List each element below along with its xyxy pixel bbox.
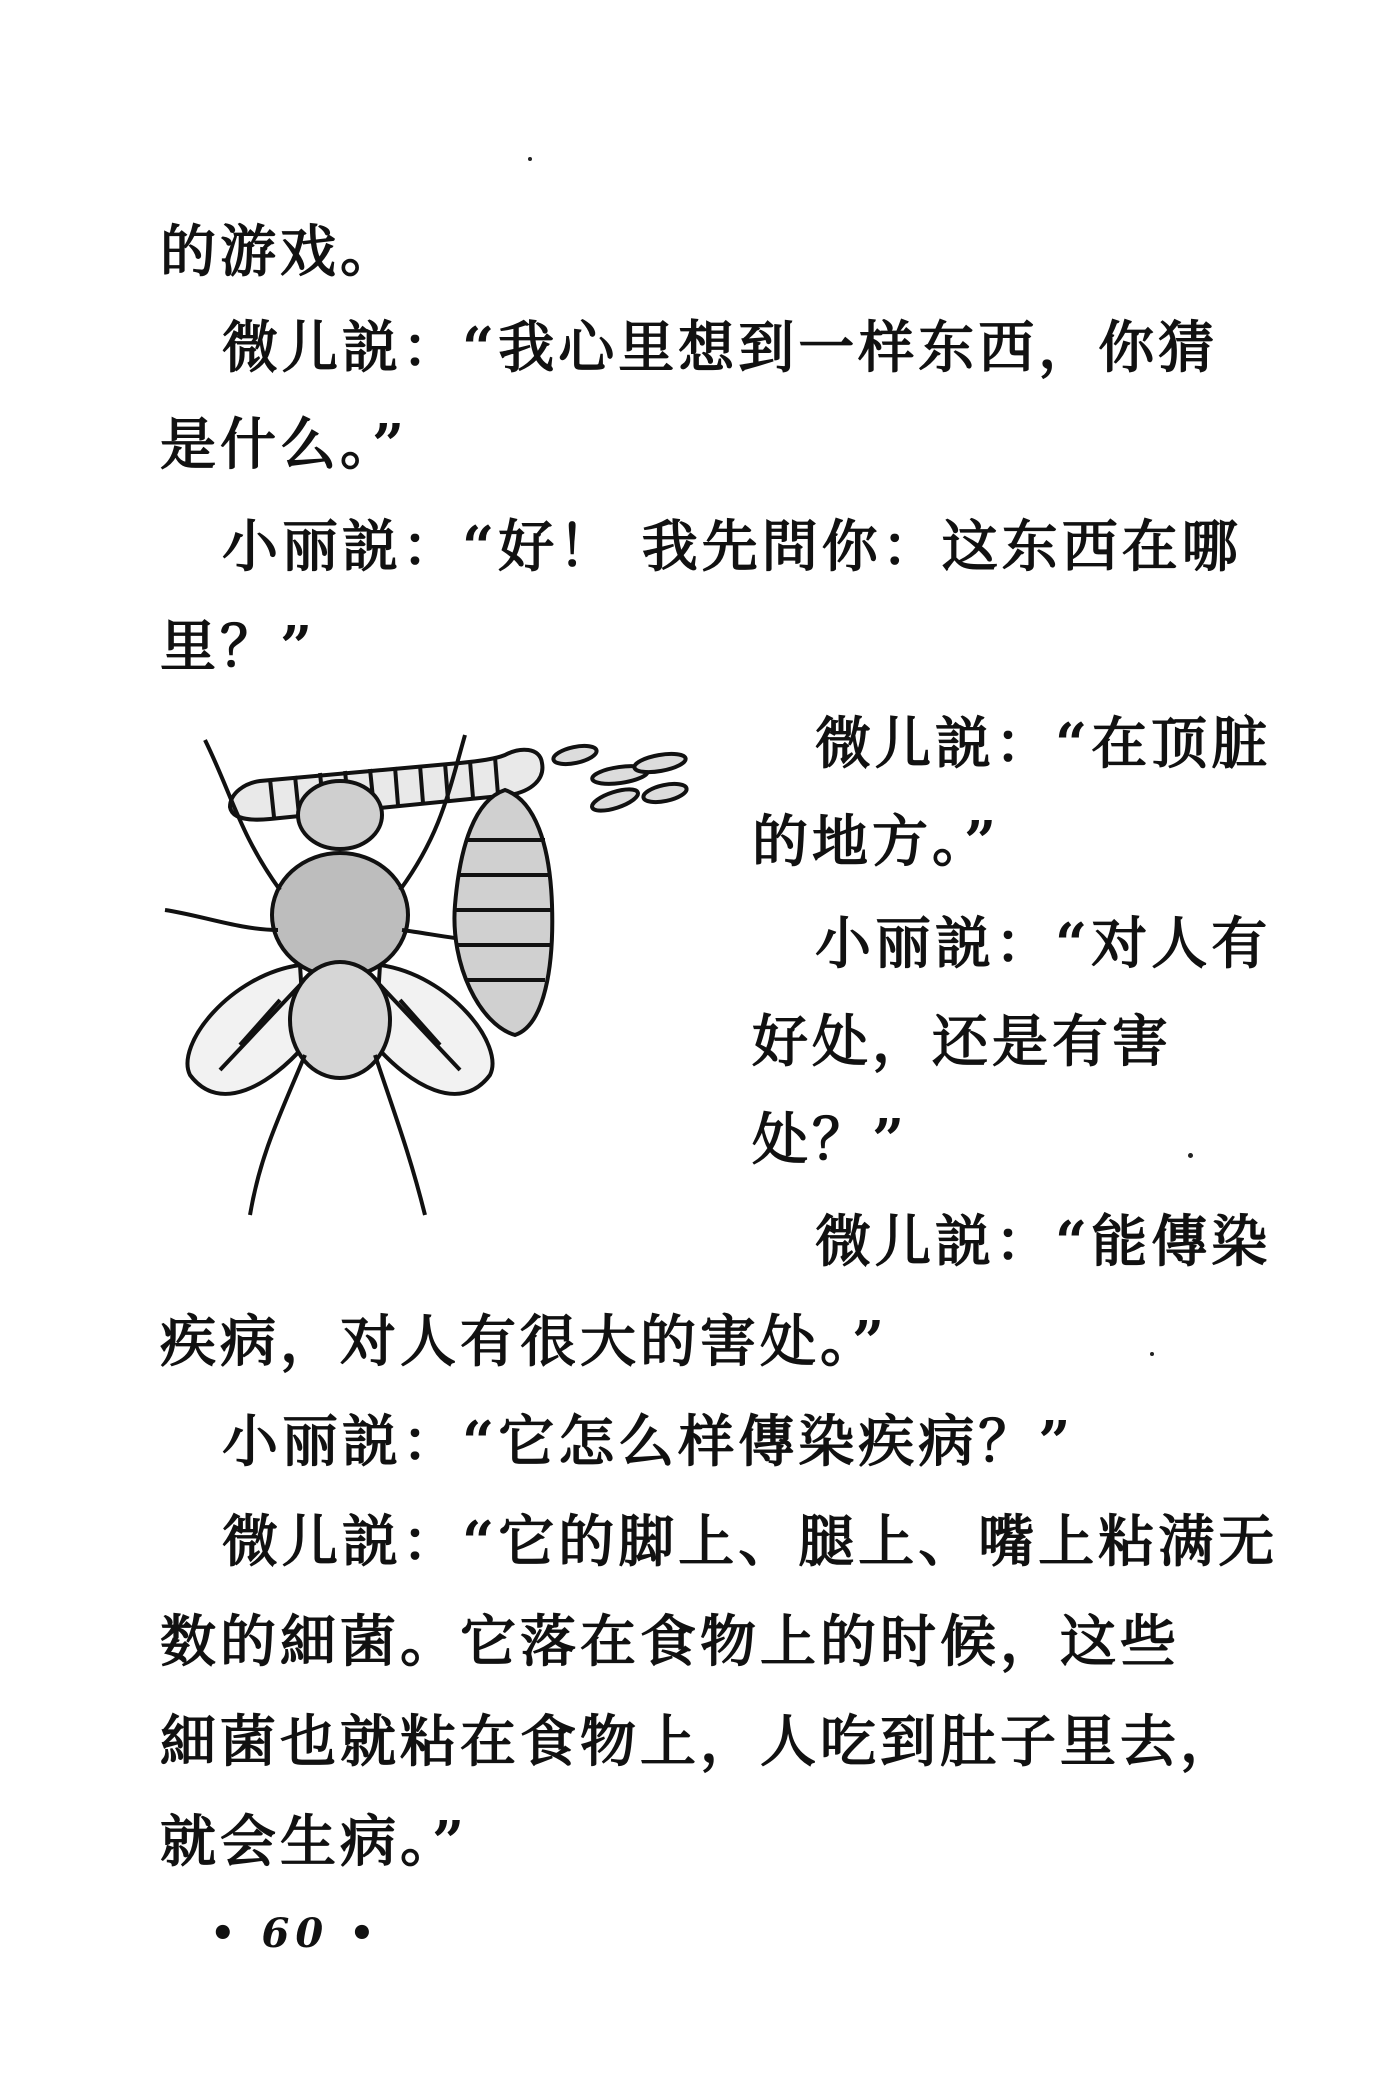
text-line-3: 是什么。” [160,412,409,478]
text-line-15: 数的細菌。它落在食物上的时候，这些 [160,1609,1180,1675]
speck [1150,1352,1154,1356]
text-line-11: 微儿説：“能傳染 [815,1209,1272,1275]
page-number: • 60 • [210,1910,381,1957]
text-line-12: 疾病，对人有很大的害处。” [160,1309,889,1375]
fly-lifecycle-illustration [160,715,750,1255]
text-line-16: 細菌也就粘在食物上，人吃到肚子里去， [160,1709,1240,1775]
text-line-14: 微儿説：“它的脚上、腿上、嘴上粘满无 [222,1509,1279,1575]
text-line-10: 处？” [752,1107,909,1173]
text-line-7: 的地方。” [752,809,1001,875]
text-line-6: 微儿説：“在顶脏 [815,711,1272,777]
text-line-8: 小丽説：“对人有 [815,911,1272,977]
text-line-9: 好处，还是有害 [752,1009,1172,1075]
text-line-13: 小丽説：“它怎么样傳染疾病？” [222,1409,1075,1475]
text-line-4: 小丽説：“好！ 我先問你：这东西在哪 [222,514,1242,580]
text-line-5: 里？” [160,614,317,680]
text-line-1: 的游戏。 [160,219,400,285]
pupa-icon [454,790,552,1035]
speck [528,157,532,161]
speck [1188,1153,1193,1158]
eggs-icon [552,743,688,815]
text-line-2: 微儿説：“我心里想到一样东西，你猜 [222,315,1219,381]
text-line-17: 就会生病。” [160,1809,469,1875]
